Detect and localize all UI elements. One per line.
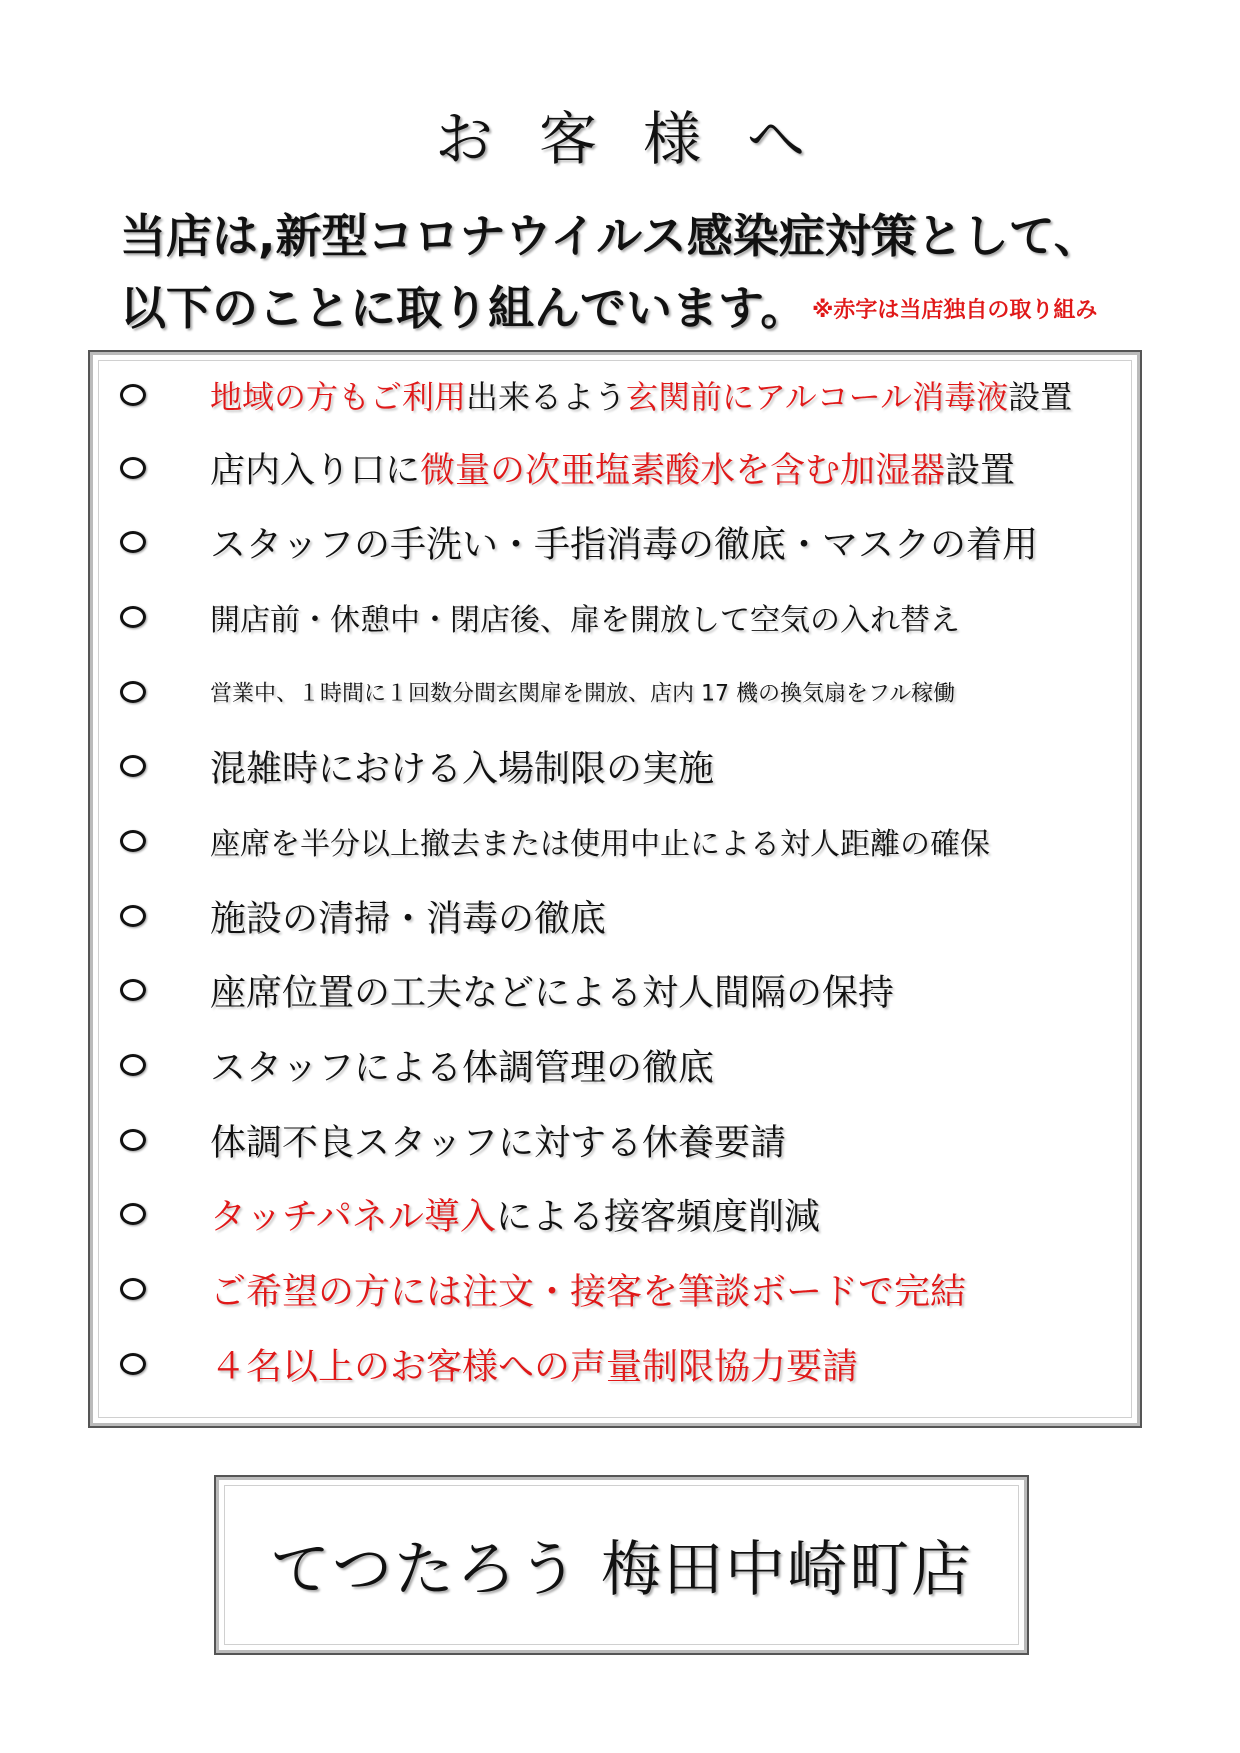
- list-item-text: [210, 372, 1072, 418]
- list-item: [120, 1189, 1120, 1239]
- list-item-text: [210, 595, 960, 639]
- list-item: [120, 443, 1120, 493]
- text-segment: 座席位置の工夫などによる対人間隔の保持: [210, 972, 895, 1014]
- shop-name: てつたろう 梅田中崎町店: [269, 1535, 974, 1605]
- highlight-segment: 玄関前にアルコール消毒液: [626, 378, 1009, 416]
- highlight-segment: ４名以上のお客様への声量制限協力要請: [210, 1346, 859, 1388]
- circle-bullet-icon: [120, 1353, 146, 1375]
- list-item-text: [210, 1040, 714, 1091]
- intro-line-1: 当店は,新型コロナウイルス感染症対策として、: [120, 209, 1100, 263]
- circle-bullet-icon: [120, 1278, 146, 1300]
- circle-bullet-icon: [120, 755, 146, 777]
- text-segment: スタッフの手洗い・手指消毒の徹底・マスクの着用: [210, 524, 1039, 566]
- circle-bullet-icon: [120, 979, 146, 1001]
- list-item: [120, 891, 1120, 941]
- list-item-text: [210, 819, 990, 863]
- text-segment: 体調不良スタッフに対する休養要請: [210, 1122, 787, 1164]
- highlight-segment: ご希望の方には注文・接客を筆談ボードで完結: [210, 1271, 967, 1313]
- circle-bullet-icon: [120, 457, 146, 479]
- highlight-segment: 微量の次亜塩素酸水を含む加湿器: [420, 451, 946, 491]
- list-item: [120, 816, 1120, 866]
- text-segment: 施設の清掃・消毒の徹底: [210, 898, 607, 940]
- circle-bullet-icon: [120, 681, 146, 703]
- list-item: [120, 517, 1120, 567]
- list-item-text: [210, 1189, 820, 1240]
- text-segment: 混雑時における入場制限の実施: [210, 748, 715, 790]
- text-segment: による接客頻度削減: [495, 1196, 820, 1238]
- text-segment: 店内入り口に: [210, 451, 421, 491]
- highlight-segment: タッチパネル導入: [210, 1196, 496, 1238]
- text-segment: 座席を半分以上撤去または使用中止による対人距離の確保: [210, 827, 990, 862]
- list-item: [120, 1339, 1120, 1389]
- circle-bullet-icon: [120, 1054, 146, 1076]
- list-item-text: [210, 677, 955, 708]
- list-item-text: [210, 891, 606, 942]
- red-text-note: ※赤字は当店独自の取り組み: [812, 298, 1098, 323]
- circle-bullet-icon: [120, 384, 146, 406]
- list-item-text: [210, 741, 714, 792]
- highlight-segment: 地域の方もご利用: [210, 378, 467, 416]
- circle-bullet-icon: [120, 531, 146, 553]
- list-item: [120, 741, 1120, 791]
- list-item-text: [210, 517, 1038, 568]
- circle-bullet-icon: [120, 830, 146, 852]
- list-item: [120, 1040, 1120, 1090]
- text-segment: 設置: [1008, 378, 1073, 416]
- shop-name-box: [214, 1475, 1029, 1655]
- text-segment: 開店前・休憩中・閉店後、扉を開放して空気の入れ替え: [210, 603, 960, 638]
- circle-bullet-icon: [120, 1129, 146, 1151]
- list-item: [120, 370, 1120, 420]
- list-item-text: [210, 443, 1015, 493]
- list-item-text: [210, 965, 894, 1016]
- text-segment: 設置: [945, 451, 1016, 491]
- intro-line-2: 以下のことに取り組んでいます。: [120, 281, 807, 335]
- text-segment: 出来るよう: [466, 378, 627, 416]
- list-item-text: [210, 1339, 858, 1390]
- list-item: [120, 667, 1120, 717]
- text-segment: 営業中、１時間に１回数分間玄関扉を開放、店内 17 機の換気扇をフル稼働: [210, 681, 956, 707]
- circle-bullet-icon: [120, 606, 146, 628]
- circle-bullet-icon: [120, 1203, 146, 1225]
- text-segment: スタッフによる体調管理の徹底: [210, 1047, 715, 1089]
- list-item: [120, 1115, 1120, 1165]
- page-title: お客様へ: [434, 105, 851, 173]
- circle-bullet-icon: [120, 905, 146, 927]
- list-item: [120, 965, 1120, 1015]
- list-item-text: [210, 1115, 786, 1166]
- list-item: [120, 592, 1120, 642]
- list-item-text: [210, 1264, 966, 1315]
- list-item: [120, 1264, 1120, 1314]
